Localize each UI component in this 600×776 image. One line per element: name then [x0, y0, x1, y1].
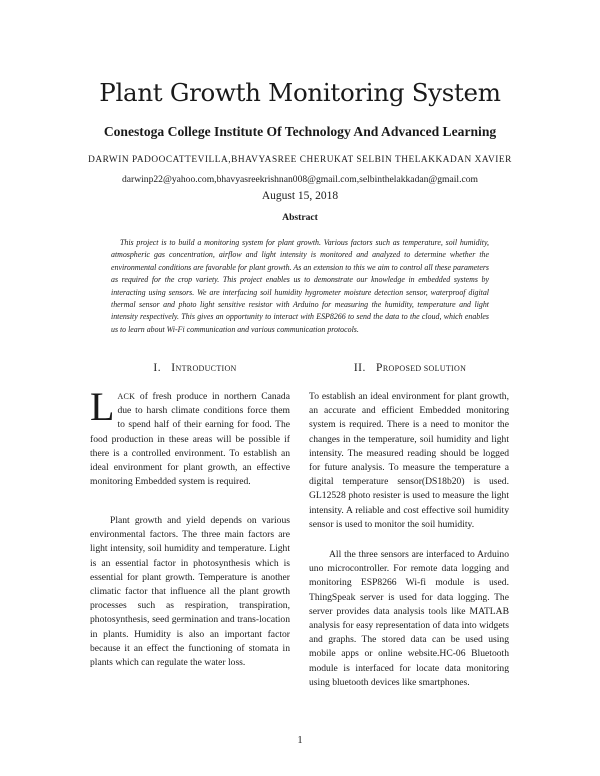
section-title-rest: NTRODUCTION — [175, 364, 237, 373]
section-title-initial: I — [171, 362, 176, 374]
proposed-solution-paragraph-1: To establish an ideal environment for plant growth, an accurate and efficient Embedded monitoring system is required. There is a need to monitor the changes in the temperature, soil humidity and light intensity. The measured reading should be logged for future analysis. To measure the temperature a digital temperature sensor(DS18b20) is used. GL12528 photo resister is used to measure the light intensity. A reliable and cost effective soil humidity sensor is used to monitor the soil humidity. — [309, 391, 509, 530]
paper-title: Plant Growth Monitoring System — [99, 78, 501, 107]
section-title-initial: P — [376, 362, 383, 374]
introduction-paragraph-1 — [90, 384, 290, 489]
proposed-solution-paragraph-2: All the three sensors are interfaced to Arduino uno microcontroller. For remote data logging and monitoring ESP8266 Wi-fi module is used. ThingSpeak server is used for data logging. The server provides data analysis tools like MATLAB analysis for easy representation of data into widgets and graphs. The stored data can be used using mobile apps or online website.HC-06 Bluetooth module is interfaced for locate data monitoring using bluetooth devices like smartphones. — [309, 549, 509, 688]
institution-name: Conestoga College Institute Of Technology And Advanced Learning — [103, 124, 497, 139]
section-number: I. — [153, 362, 162, 374]
drop-cap-smallcaps: ACK — [117, 392, 136, 401]
paragraph-text: of fresh produce in northern Canada due to harsh climate conditions force them to spend half of their earning for food. The food production in these areas will be possible if there is a controlled environment. To establish an ideal environment for plant growth, an effective monitoring Embedded system is required. — [90, 391, 290, 488]
abstract-heading: Abstract — [282, 212, 318, 223]
section-heading-proposed-solution — [305, 362, 515, 374]
introduction-paragraph-2: Plant growth and yield depends on various environmental factors. The three main factors are light intensity, soil humidity and temperature. Light is an essential factor in photosynthesis which is essential for plant growth. Temperature is another climatic factor that influence all the plant growth processes such as respiration, transpiration, photosynthesis, seed germination and trans-location in plants. Humidity is also an important factor because it an effect the functioning of stomata in plants which can regulate the water loss. — [90, 515, 290, 669]
author-emails: darwinp22@yahoo.com,bhavyasreekrishnan008@gmail.com,selbinthelakkadan@gmail.com — [121, 174, 479, 185]
drop-cap: L — [90, 384, 115, 429]
author-list: DARWIN PADOOCATTEVILLA,BHAVYASREE CHERUKAT SELBIN THELAKKADAN XAVIER — [88, 155, 512, 165]
page-number: 1 — [297, 735, 303, 746]
section-title-rest: ROPOSED SOLUTION — [382, 364, 467, 373]
abstract-text: This project is to build a monitoring system for plant growth. Various factors such as temperature, soil humidity, atmospheric gas concentration, airflow and light intensity is monitored and analyzed to determine whether the environmental conditions are favorable for plant growth. As an extension to this we aim to control all these parameters as required for the crop variety. This project enables us to demonstrate our knowledge in embedded systems by interacting using sensors. We are interfacing soil humidity hygrometer moisture detection sensor, waterproof digital thermal sensor and photo light sensitive resistor with Arduino for measuring the humidity, temperature and light intensity respectively. This gives an opportunity to interact with ESP8266 to send the data to the cloud, which enables us to learn about Wi-Fi communication and various communication protocols. — [111, 238, 489, 334]
paper-date: August 15, 2018 — [261, 190, 339, 202]
section-number: II. — [353, 362, 366, 374]
section-heading-introduction — [90, 362, 300, 374]
